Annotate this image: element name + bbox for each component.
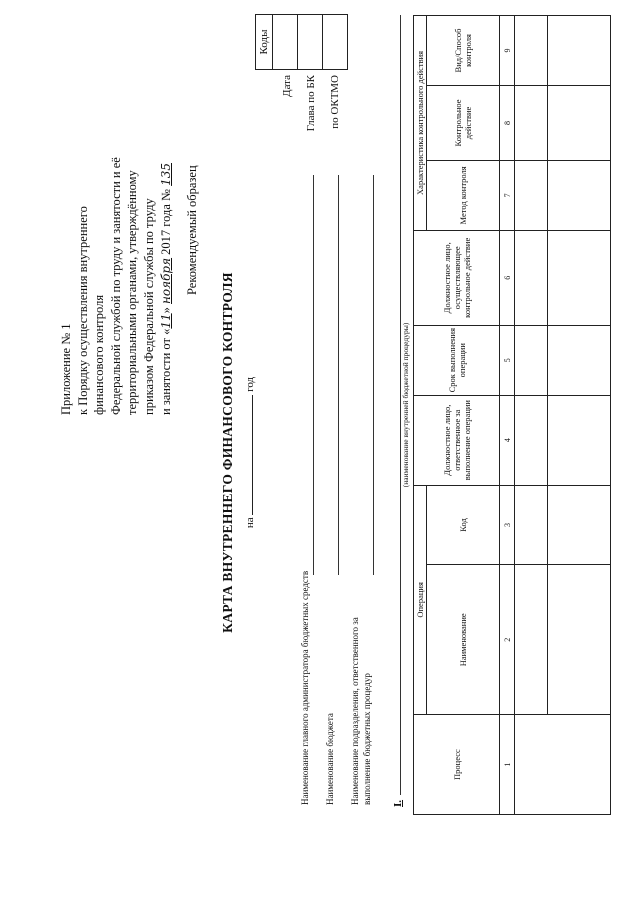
column-number: 6 — [500, 230, 515, 325]
handwritten-month: ноября — [158, 257, 173, 304]
header-action: Контрольное действие — [427, 85, 500, 160]
year-prefix: на — [244, 517, 256, 529]
code-cell-chapter[interactable] — [298, 15, 323, 70]
table-cell[interactable] — [548, 325, 611, 395]
field-admin-line[interactable] — [312, 175, 314, 575]
table-cell[interactable] — [548, 565, 611, 715]
table-cell[interactable] — [515, 85, 548, 160]
column-number: 8 — [500, 85, 515, 160]
code-labels — [275, 75, 347, 170]
handwritten-day: 11 — [158, 313, 173, 329]
column-number: 3 — [500, 485, 515, 565]
column-number: 9 — [500, 16, 515, 86]
year-line — [242, 0, 256, 905]
date-mid: » — [158, 307, 173, 314]
section-number: I. — [392, 799, 404, 807]
handwritten-number: 135 — [158, 163, 173, 186]
field-unit-label-1: Наименование подразделения, ответственного за — [350, 617, 360, 805]
field-unit-line[interactable] — [372, 175, 374, 575]
appendix-line: приказом Федеральной службы по труду — [141, 198, 156, 415]
column-number: 5 — [500, 325, 515, 395]
code-label-chapter: Глава по БК — [305, 75, 317, 132]
table-cell[interactable] — [515, 715, 611, 815]
column-number: 7 — [500, 160, 515, 230]
codes-header: Коды — [256, 15, 273, 70]
field-admin-label: Наименование главного администратора бюджетных средств — [300, 570, 310, 805]
table-cell[interactable] — [515, 325, 548, 395]
table-cell[interactable] — [515, 395, 548, 485]
appendix-line: Приложение № 1 — [59, 323, 73, 415]
header-type: Вид/Способ контроля — [427, 16, 500, 86]
table-cell[interactable] — [548, 16, 611, 86]
code-label-date: Дата — [281, 75, 293, 97]
control-map-table — [413, 15, 611, 815]
year-suffix: год — [244, 376, 256, 392]
appendix-line: Федеральной службой по труду и занятости и её — [108, 157, 123, 415]
field-unit-label-2: выполнение бюджетных процедур — [362, 673, 372, 805]
header-code: Код — [427, 485, 500, 565]
column-number: 4 — [500, 395, 515, 485]
column-number: 2 — [500, 565, 515, 715]
header-characteristics: Характеристика контрольного действия — [414, 16, 427, 231]
header-deadline: Срок выполнения операции — [414, 325, 500, 395]
table-cell[interactable] — [515, 16, 548, 86]
header-process: Процесс — [414, 715, 500, 815]
codes-table — [255, 14, 348, 70]
header-responsible: Должностное лицо, ответственное за выполнение операции — [414, 395, 500, 485]
table-cell[interactable] — [515, 230, 548, 325]
table-cell[interactable] — [515, 160, 548, 230]
table-cell[interactable] — [548, 85, 611, 160]
header-operation: Операция — [414, 485, 427, 715]
field-budget-label: Наименование бюджета — [325, 713, 335, 805]
code-label-oktmo: по ОКТМО — [329, 75, 341, 129]
table-cell[interactable] — [548, 230, 611, 325]
page-title: КАРТА ВНУТРЕННЕГО ФИНАНСОВОГО КОНТРОЛЯ — [220, 272, 235, 633]
appendix-block — [58, 115, 174, 415]
table-cell[interactable] — [548, 395, 611, 485]
appendix-line: финансового контроля — [92, 294, 107, 415]
code-cell-oktmo[interactable] — [323, 15, 348, 70]
appendix-line: территориальными органами, утверждённому — [125, 170, 140, 415]
header-name: Наименование — [427, 565, 500, 715]
appendix-date-line — [158, 115, 175, 415]
table-cell[interactable] — [548, 160, 611, 230]
header-method: Метод контроля — [427, 160, 500, 230]
header-controller: Должностное лицо, осуществляющее контрольное действие — [414, 230, 500, 325]
table-cell[interactable] — [515, 565, 548, 715]
table-cell[interactable] — [548, 485, 611, 565]
recommended-sample: Рекомендуемый образец — [185, 165, 199, 295]
code-cell-date[interactable] — [273, 15, 298, 70]
column-number: 1 — [500, 715, 515, 815]
date-prefix: и занятости от « — [158, 328, 173, 415]
table-cell[interactable] — [515, 485, 548, 565]
year-blank — [242, 395, 253, 515]
date-year: 2017 года № — [158, 189, 173, 255]
procedure-caption: (наименование внутренней бюджетной процедуры) — [401, 322, 410, 488]
appendix-line: к Порядку осуществления внутреннего — [75, 206, 90, 415]
field-budget-line[interactable] — [337, 175, 339, 575]
